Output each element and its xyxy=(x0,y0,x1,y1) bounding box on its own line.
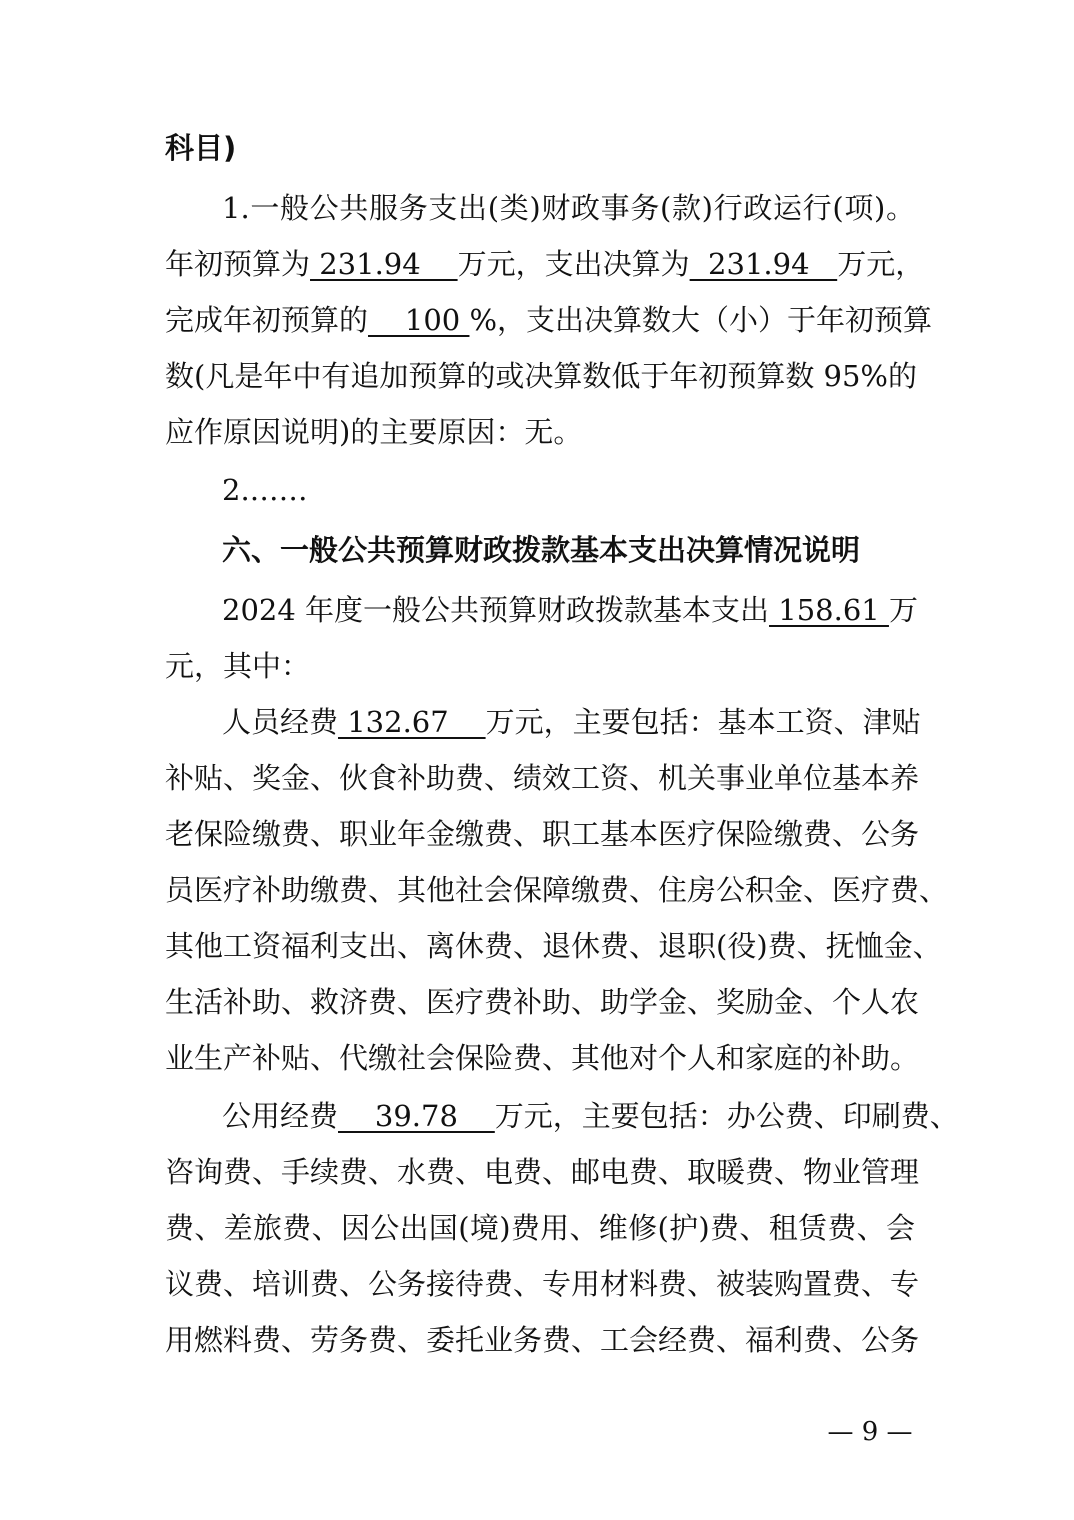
item-1-budget-line xyxy=(165,244,925,284)
personnel-line: 员医疗补助缴费、其他社会保障缴费、住房公积金、医疗费、 xyxy=(165,873,949,907)
public-label: 公用经费 xyxy=(222,1099,339,1133)
public-rest: 万元，主要包括：办公费、印刷费、 xyxy=(494,1099,959,1133)
budget-label: 年初预算为 xyxy=(165,247,311,281)
public-value: 39.78 xyxy=(338,1099,495,1133)
public-line: 费、差旅费、因公出国(境)费用、维修(护)费、租赁费、会 xyxy=(165,1211,915,1245)
completion-value: 100 xyxy=(368,303,470,337)
public-line: 用燃料费、劳务费、委托业务费、工会经费、福利费、公务 xyxy=(165,1323,920,1357)
public-line: 咨询费、手续费、水费、电费、邮电费、取暖费、物业管理 xyxy=(165,1155,920,1189)
item-1-completion-line xyxy=(165,300,933,340)
final-value: 231.94 xyxy=(689,247,838,281)
personnel-value: 132.67 xyxy=(338,705,486,739)
personnel-line: 其他工资福利支出、离休费、退休费、退职(役)费、抚恤金、 xyxy=(165,929,942,963)
final-label: 万元，支出决算为 xyxy=(457,247,690,281)
section-6-intro xyxy=(222,590,918,630)
personnel-label: 人员经费 xyxy=(222,705,339,739)
intro-text: 2024 年度一般公共预算财政拨款基本支出 xyxy=(222,593,770,627)
section-6-intro-line-2: 元，其中： xyxy=(165,649,311,683)
public-expense-line xyxy=(222,1096,959,1136)
personnel-line: 生活补助、救济费、医疗费补助、助学金、奖励金、个人农 xyxy=(165,985,920,1019)
personnel-line: 老保险缴费、职业年金缴费、职工基本医疗保险缴费、公务 xyxy=(165,817,920,851)
budget-value: 231.94 xyxy=(310,247,458,281)
item-1-line-5: 应作原因说明)的主要原因：无。 xyxy=(165,415,583,449)
completion-rest: %，支出决算数大（小）于年初预算 xyxy=(469,303,933,337)
personnel-rest: 万元，主要包括：基本工资、津贴 xyxy=(485,705,921,739)
item-1-line-4: 数(凡是年中有追加预算的或决算数低于年初预算数 95%的 xyxy=(165,359,917,393)
personnel-line: 补贴、奖金、伙食补助费、绩效工资、机关事业单位基本养 xyxy=(165,761,920,795)
page-number: — 9 — xyxy=(827,1417,913,1447)
personnel-line: 业生产补贴、代缴社会保险费、其他对个人和家庭的补助。 xyxy=(165,1041,920,1075)
public-line: 议费、培训费、公务接待费、专用材料费、被装购置费、专 xyxy=(165,1267,920,1301)
intro-unit: 万 xyxy=(888,593,918,627)
personnel-expense-line xyxy=(222,702,921,742)
basic-expenditure-value: 158.61 xyxy=(769,593,889,627)
item-1-title: 1.一般公共服务支出(类)财政事务(款)行政运行(项)。 xyxy=(222,191,915,225)
continued-heading: 科目) xyxy=(165,131,237,165)
section-6-heading: 六、一般公共预算财政拨款基本支出决算情况说明 xyxy=(222,533,861,567)
completion-label: 完成年初预算的 xyxy=(165,303,369,337)
item-2: 2.…… xyxy=(222,473,308,507)
unit-end: 万元， xyxy=(837,247,925,281)
